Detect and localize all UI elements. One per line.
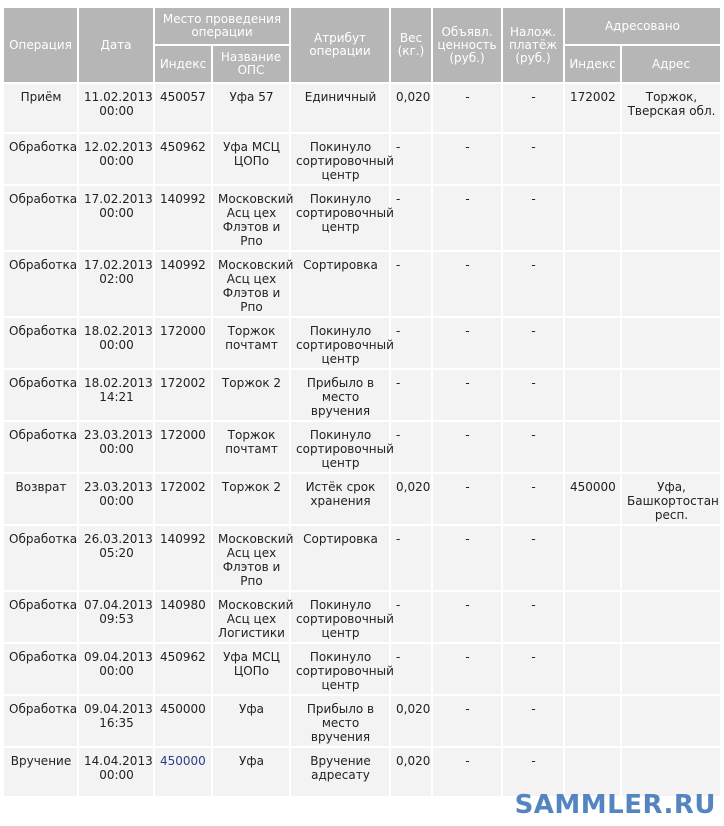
cell-addr-address [621, 421, 721, 473]
cell-ops-name [212, 133, 290, 185]
cell-cod [502, 473, 564, 525]
cell-index-text: 140992 [160, 258, 206, 272]
table-row [3, 317, 721, 369]
date-value: 18.02.2013 [84, 324, 153, 338]
header-weight: Вес (кг.) [390, 7, 432, 83]
cell-addr-index-text: 172002 [570, 90, 616, 104]
cell-addr-index [564, 695, 621, 747]
cell-ops-name-text: Уфа [239, 702, 264, 716]
date-value: 18.02.2013 [84, 376, 153, 390]
time-value: 02:00 [99, 272, 134, 286]
cell-operation [3, 83, 78, 133]
cell-attribute-text: Сортировка [303, 258, 378, 272]
table-row [3, 473, 721, 525]
cell-declared-value-text: - [465, 376, 470, 390]
cell-operation [3, 251, 78, 317]
header-addr-index: Индекс [564, 45, 621, 83]
cell-cod-text: - [531, 428, 536, 442]
cell-cod [502, 133, 564, 185]
cell-date [78, 747, 154, 797]
cell-index-text: 140980 [160, 598, 206, 612]
cell-weight [390, 185, 432, 251]
cell-attribute [290, 133, 394, 185]
date-value: 12.02.2013 [84, 140, 153, 154]
cell-operation-text: Обработка [9, 258, 78, 272]
cell-weight-text: - [396, 324, 401, 338]
cell-declared-value [432, 591, 502, 643]
cell-weight-text: 0,020 [396, 90, 431, 104]
table-row [3, 185, 721, 251]
cell-weight-text: - [396, 598, 401, 612]
cell-attribute-text: Прибыло в место вручения [306, 702, 375, 744]
cell-operation-text: Обработка [9, 376, 78, 390]
cell-declared-value-text: - [465, 258, 470, 272]
cell-date [78, 251, 154, 317]
cell-date [78, 369, 154, 421]
cell-index [154, 643, 212, 695]
cell-cod [502, 369, 564, 421]
cell-declared-value [432, 369, 502, 421]
cell-index-text: 172000 [160, 428, 206, 442]
cell-declared-value-text: - [465, 480, 470, 494]
cell-addr-index [564, 591, 621, 643]
cell-cod [502, 317, 564, 369]
cell-addr-address [621, 185, 721, 251]
cell-addr-address [621, 133, 721, 185]
cell-operation [3, 369, 78, 421]
cell-index-text: 172000 [160, 324, 206, 338]
cell-attribute-text: Покинуло сортировочный центр [296, 192, 394, 234]
cell-date [78, 695, 154, 747]
cell-ops-name [212, 369, 290, 421]
cell-weight [390, 695, 432, 747]
cell-index-text: 140992 [160, 192, 206, 206]
cell-weight-text: - [396, 258, 401, 272]
cell-addr-index [564, 473, 621, 525]
cell-operation [3, 185, 78, 251]
cell-index [154, 317, 212, 369]
header-attribute: Атрибут операции [290, 7, 390, 83]
cell-addr-index [564, 369, 621, 421]
cell-ops-name-text: Торжок 2 [221, 376, 282, 390]
cell-weight [390, 317, 432, 369]
time-value: 16:35 [99, 716, 134, 730]
cell-addr-index [564, 525, 621, 591]
cell-operation [3, 133, 78, 185]
cell-cod-text: - [531, 376, 536, 390]
cell-ops-name-text: Московский Асц цех Логистики [218, 598, 294, 640]
cell-addr-index [564, 643, 621, 695]
cell-ops-name [212, 251, 294, 317]
cell-attribute [290, 251, 390, 317]
cell-ops-name-text: Московский Асц цех Флэтов и Рпо [218, 192, 294, 248]
cell-addr-address [621, 251, 721, 317]
cell-addr-index [564, 317, 621, 369]
cell-weight [390, 473, 432, 525]
cell-operation [3, 695, 78, 747]
cell-operation-text: Обработка [9, 324, 78, 338]
time-value: 00:00 [99, 104, 134, 118]
cell-declared-value [432, 525, 502, 591]
table-row [3, 695, 721, 747]
cell-operation [3, 747, 78, 797]
cell-declared-value [432, 185, 502, 251]
date-value: 09.04.2013 [84, 650, 153, 664]
time-value: 00:00 [99, 154, 134, 168]
cell-addr-index [564, 133, 621, 185]
cell-operation [3, 317, 78, 369]
cell-ops-name-text: Уфа 57 [229, 90, 274, 104]
cell-ops-name [212, 747, 290, 797]
cell-weight-text: - [396, 192, 401, 206]
cell-declared-value [432, 317, 502, 369]
cell-weight [390, 747, 432, 797]
header-operation: Операция [3, 7, 78, 83]
cell-index-text: 140992 [160, 532, 206, 546]
cell-attribute-text: Вручение адресату [310, 754, 371, 782]
date-value: 09.04.2013 [84, 702, 153, 716]
cell-cod [502, 525, 564, 591]
time-value: 00:00 [99, 442, 134, 456]
cell-addr-address [621, 83, 721, 133]
cell-cod [502, 643, 564, 695]
cell-attribute [290, 421, 394, 473]
cell-attribute-text: Единичный [304, 90, 377, 104]
cell-declared-value-text: - [465, 598, 470, 612]
cell-cod-text: - [531, 324, 536, 338]
cell-cod-text: - [531, 192, 536, 206]
cell-date [78, 525, 154, 591]
cell-ops-name-text: Торжок почтамт [225, 324, 278, 352]
cell-ops-name [212, 695, 290, 747]
cell-weight [390, 525, 432, 591]
cell-attribute [290, 695, 390, 747]
cell-date [78, 83, 154, 133]
cell-declared-value [432, 83, 502, 133]
cell-ops-name-text: Московский Асц цех Флэтов и Рпо [218, 532, 294, 588]
header-ops-name: Название ОПС [212, 45, 290, 83]
table-row [3, 133, 721, 185]
date-value: 23.03.2013 [84, 480, 153, 494]
cell-addr-index [564, 421, 621, 473]
cell-addr-address-text: Уфа, Башкортостан респ. [627, 480, 719, 522]
table-row [3, 251, 721, 317]
cell-weight [390, 251, 432, 317]
cell-weight [390, 643, 432, 695]
cell-ops-name [212, 83, 290, 133]
cell-operation-text: Вручение [10, 754, 72, 768]
header-date: Дата [78, 7, 154, 83]
header-index: Индекс [154, 45, 212, 83]
cell-weight [390, 83, 432, 133]
cell-declared-value [432, 133, 502, 185]
cell-ops-name-text: Уфа [239, 754, 264, 768]
date-value: 11.02.2013 [84, 90, 153, 104]
cell-operation-text: Обработка [9, 532, 78, 546]
cell-index [154, 421, 212, 473]
cell-date [78, 185, 154, 251]
watermark-logo: SAMMLER.RU [514, 790, 716, 820]
cell-attribute-text: Истёк срок хранения [305, 480, 376, 508]
cell-index [154, 695, 212, 747]
date-value: 07.04.2013 [84, 598, 153, 612]
cell-attribute [290, 83, 390, 133]
header-cod: Налож. платёж (руб.) [502, 7, 564, 83]
cell-attribute-text: Прибыло в место вручения [306, 376, 375, 418]
cell-date [78, 133, 154, 185]
date-value: 17.02.2013 [84, 192, 153, 206]
time-value: 14:21 [99, 390, 134, 404]
cell-ops-name [212, 591, 294, 643]
table-row [3, 83, 721, 133]
cell-declared-value [432, 695, 502, 747]
cell-attribute-text: Сортировка [303, 532, 378, 546]
cell-operation-text: Обработка [9, 140, 78, 154]
cell-cod-text: - [531, 258, 536, 272]
cell-declared-value-text: - [465, 702, 470, 716]
time-value: 00:00 [99, 494, 134, 508]
cell-date [78, 317, 154, 369]
cell-index [154, 591, 212, 643]
cell-date [78, 421, 154, 473]
cell-declared-value [432, 747, 502, 797]
cell-ops-name [212, 317, 290, 369]
cell-weight [390, 133, 432, 185]
header-place: Место проведения операции [154, 7, 290, 45]
cell-attribute-text: Покинуло сортировочный центр [296, 324, 394, 366]
cell-ops-name [212, 643, 290, 695]
table-row [3, 421, 721, 473]
cell-declared-value [432, 251, 502, 317]
cell-ops-name-text: Московский Асц цех Флэтов и Рпо [218, 258, 294, 314]
cell-declared-value-text: - [465, 650, 470, 664]
cell-weight-text: - [396, 650, 401, 664]
cell-cod-text: - [531, 140, 536, 154]
cell-cod [502, 185, 564, 251]
cell-ops-name [212, 525, 294, 591]
cell-addr-address [621, 695, 721, 747]
table-row [3, 525, 721, 591]
cell-cod [502, 251, 564, 317]
cell-addr-index [564, 251, 621, 317]
cell-operation [3, 591, 78, 643]
cell-attribute [290, 317, 394, 369]
date-value: 17.02.2013 [84, 258, 153, 272]
table-row [3, 369, 721, 421]
cell-attribute [290, 369, 390, 421]
cell-addr-index-text: 450000 [570, 480, 616, 494]
cell-declared-value-text: - [465, 90, 470, 104]
cell-cod-text: - [531, 754, 536, 768]
cell-cod [502, 695, 564, 747]
tracking-table-body [3, 83, 721, 797]
cell-declared-value-text: - [465, 754, 470, 768]
cell-weight-text: 0,020 [396, 754, 431, 768]
cell-operation-text: Обработка [9, 650, 78, 664]
cell-index-text: 450962 [160, 650, 206, 664]
cell-index [154, 747, 212, 797]
cell-operation [3, 643, 78, 695]
time-value: 00:00 [99, 206, 134, 220]
cell-attribute-text: Покинуло сортировочный центр [296, 598, 394, 640]
header-declared-value: Объявл. ценность (руб.) [432, 7, 502, 83]
cell-addr-address [621, 591, 721, 643]
cell-cod [502, 591, 564, 643]
cell-index-text: 450057 [160, 90, 206, 104]
cell-index [154, 525, 212, 591]
cell-attribute [290, 643, 394, 695]
cell-attribute-text: Покинуло сортировочный центр [296, 428, 394, 470]
cell-addr-index [564, 185, 621, 251]
cell-index-text: 172002 [160, 480, 206, 494]
cell-cod-text: - [531, 650, 536, 664]
date-value: 14.04.2013 [84, 754, 153, 768]
cell-weight-text: 0,020 [396, 702, 431, 716]
cell-ops-name-text: Уфа МСЦ ЦОПо [223, 140, 280, 168]
cell-weight-text: 0,020 [396, 480, 431, 494]
time-value: 00:00 [99, 768, 134, 782]
cell-declared-value-text: - [465, 532, 470, 546]
cell-cod-text: - [531, 480, 536, 494]
cell-addr-address [621, 473, 721, 525]
cell-weight-text: - [396, 428, 401, 442]
cell-cod-text: - [531, 90, 536, 104]
time-value: 00:00 [99, 338, 134, 352]
cell-index [154, 251, 212, 317]
cell-addr-address-text: Торжок, Тверская обл. [627, 90, 716, 118]
cell-addr-index [564, 83, 621, 133]
cell-operation [3, 473, 78, 525]
cell-ops-name [212, 185, 294, 251]
time-value: 09:53 [99, 612, 134, 626]
cell-weight-text: - [396, 532, 401, 546]
cell-weight [390, 369, 432, 421]
cell-cod-text: - [531, 598, 536, 612]
cell-index-text: 450962 [160, 140, 206, 154]
cell-cod-text: - [531, 702, 536, 716]
cell-operation-text: Обработка [9, 598, 78, 612]
cell-index [154, 185, 212, 251]
cell-ops-name [212, 473, 290, 525]
cell-date [78, 591, 154, 643]
cell-cod [502, 421, 564, 473]
cell-operation-text: Приём [20, 90, 62, 104]
cell-addr-address [621, 317, 721, 369]
date-value: 26.03.2013 [84, 532, 153, 546]
cell-weight-text: - [396, 140, 401, 154]
cell-operation-text: Обработка [9, 428, 78, 442]
cell-weight [390, 591, 432, 643]
table-row [3, 591, 721, 643]
cell-operation-text: Возврат [15, 480, 67, 494]
cell-addr-address [621, 369, 721, 421]
cell-attribute [290, 525, 390, 591]
cell-declared-value-text: - [465, 324, 470, 338]
cell-date [78, 473, 154, 525]
cell-operation-text: Обработка [9, 192, 78, 206]
cell-ops-name-text: Уфа МСЦ ЦОПо [223, 650, 280, 678]
cell-declared-value [432, 643, 502, 695]
cell-index-text: 450000 [160, 702, 206, 716]
header-addressed: Адресовано [564, 7, 721, 45]
cell-operation-text: Обработка [9, 702, 78, 716]
cell-addr-address [621, 643, 721, 695]
cell-declared-value [432, 421, 502, 473]
cell-attribute [290, 747, 390, 797]
cell-attribute-text: Покинуло сортировочный центр [296, 650, 394, 692]
cell-date [78, 643, 154, 695]
cell-weight-text: - [396, 376, 401, 390]
cell-weight [390, 421, 432, 473]
cell-addr-address [621, 525, 721, 591]
cell-operation [3, 421, 78, 473]
cell-index [154, 133, 212, 185]
cell-cod-text: - [531, 532, 536, 546]
cell-operation [3, 525, 78, 591]
cell-ops-name [212, 421, 290, 473]
cell-index-text[interactable]: 450000 [160, 754, 206, 768]
table-row [3, 643, 721, 695]
header-addr-address: Адрес [621, 45, 721, 83]
cell-declared-value [432, 473, 502, 525]
cell-ops-name-text: Торжок 2 [221, 480, 282, 494]
time-value: 05:20 [99, 546, 134, 560]
cell-declared-value-text: - [465, 428, 470, 442]
cell-declared-value-text: - [465, 192, 470, 206]
cell-cod [502, 83, 564, 133]
time-value: 00:00 [99, 664, 134, 678]
cell-attribute [290, 473, 390, 525]
cell-attribute [290, 591, 394, 643]
cell-index [154, 369, 212, 421]
tracking-table [2, 6, 722, 798]
cell-attribute-text: Покинуло сортировочный центр [296, 140, 394, 182]
cell-ops-name-text: Торжок почтамт [225, 428, 278, 456]
cell-index [154, 83, 212, 133]
cell-index-text: 172002 [160, 376, 206, 390]
cell-declared-value-text: - [465, 140, 470, 154]
cell-index [154, 473, 212, 525]
date-value: 23.03.2013 [84, 428, 153, 442]
cell-attribute [290, 185, 394, 251]
